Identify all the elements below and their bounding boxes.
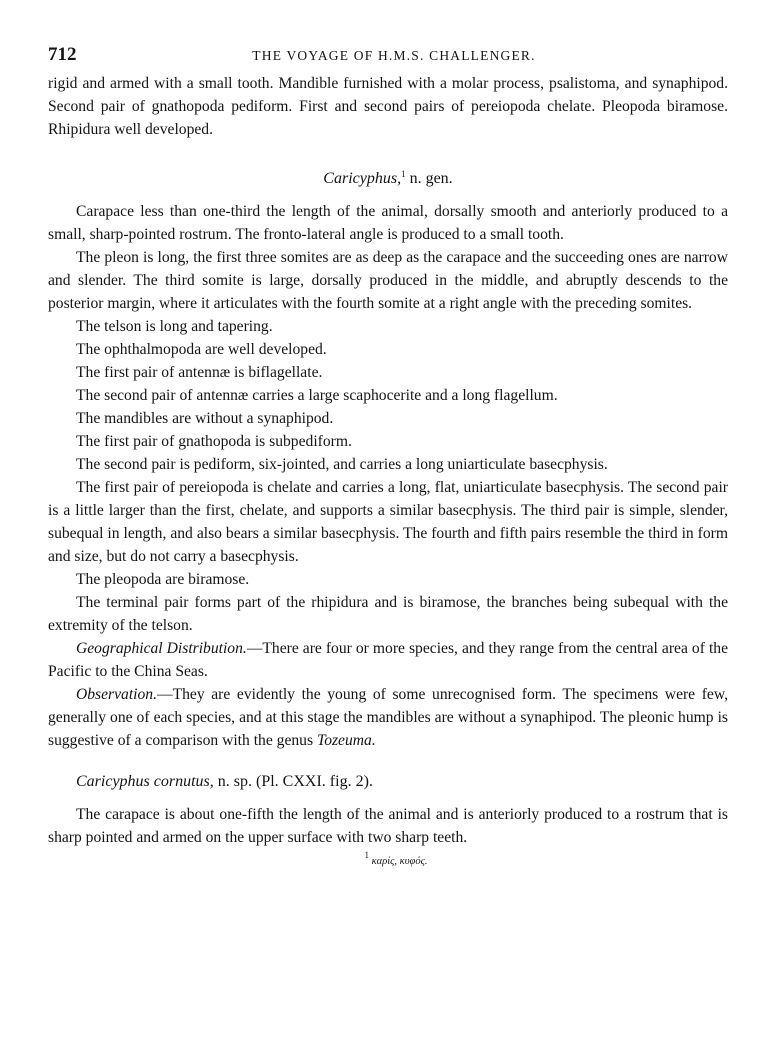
page-header xyxy=(48,40,728,66)
genus-paragraph-telson: The telson is long and tapering. xyxy=(76,318,273,335)
genus-paragraph-pleon: The pleon is long, the first three somites are as deep as the carapace and the succeeding ones are narrow and slender. The third somite is large, dorsally produced in the middle, and abruptly descends to the posterior margin, where it articulates with the fourth somite at a right angle with the preceding somites. xyxy=(48,249,728,312)
footnote xyxy=(48,850,728,869)
observation-genus: Tozeuma. xyxy=(316,732,376,749)
observation-paragraph xyxy=(48,683,728,752)
species-suffix: n. sp. (Pl. CXXI. fig. 2). xyxy=(213,773,373,790)
page-number: 712 xyxy=(48,44,77,65)
footnote-mark: 1 xyxy=(364,850,370,860)
footnote-text: καρίς, κυφός. xyxy=(371,856,428,867)
species-name: Caricyphus cornutus, xyxy=(76,773,214,790)
genus-paragraph-pereiopoda: The first pair of pereiopoda is chelate and carries a long, flat, uniarticulate basecphysis. The second pair is a little larger than the first, chelate, and supports a similar basecphysis. The third pair is simple, slender, subequal in length, and also bears a similar basecphysis. The fourth and fifth pairs resemble the third in form and size, but do not carry a basecphysis. xyxy=(48,479,728,565)
species-heading xyxy=(48,770,728,793)
observation-label: Observation. xyxy=(76,686,157,703)
distribution-text: —There are four or more species, and they range from the central area of the Pacific to the China Seas. xyxy=(48,640,728,680)
genus-paragraph-second-antennae: The second pair of antennæ carries a large scaphocerite and a long flagellum. xyxy=(76,387,558,404)
genus-paragraph-first-antennae: The first pair of antennæ is biflagellate. xyxy=(76,364,323,381)
intro-paragraph: rigid and armed with a small tooth. Mandible furnished with a molar process, psalistoma, and synaphipod. Second pair of gnathopoda pediform. First and second pairs of pereiopoda chelate. Pleopoda biramose. Rhipidura well developed. xyxy=(48,75,728,138)
distribution-paragraph xyxy=(48,637,728,683)
distribution-label: Geographical Distribution. xyxy=(76,640,247,657)
genus-paragraph-terminal-pair: The terminal pair forms part of the rhipidura and is biramose, the branches being subequal with the extremity of the telson. xyxy=(48,594,728,634)
species-paragraph: The carapace is about one-fifth the length of the animal and is anteriorly produced to a rostrum that is sharp pointed and armed on the upper surface with two sharp teeth. xyxy=(48,806,728,846)
genus-paragraph-mandibles: The mandibles are without a synaphipod. xyxy=(76,410,334,427)
genus-heading xyxy=(48,167,728,190)
genus-paragraph-pleopoda: The pleopoda are biramose. xyxy=(76,571,250,588)
genus-paragraph-second-gnathopoda: The second pair is pediform, six-jointed, and carries a long uniarticulate basecphysis. xyxy=(76,456,608,473)
observation-text: —They are evidently the young of some unrecognised form. The specimens were few, generally one of each species, and at this stage the mandibles are without a synaphipod. The pleonic hump is suggestive of a comparison with the genus xyxy=(48,686,728,749)
genus-paragraph-ophthalmopoda: The ophthalmopoda are well developed. xyxy=(76,341,327,358)
document-page xyxy=(48,40,728,869)
genus-name: Caricyphus, xyxy=(323,170,402,187)
genus-paragraph-first-gnathopoda: The first pair of gnathopoda is subpediform. xyxy=(76,433,352,450)
running-title: THE VOYAGE OF H.M.S. CHALLENGER. xyxy=(252,48,536,63)
genus-paragraph-carapace: Carapace less than one-third the length of the animal, dorsally smooth and anteriorly produced to a small, sharp-pointed rostrum. The fronto-lateral angle is produced to a small tooth. xyxy=(48,203,728,243)
footnote-reference: 1 xyxy=(401,169,406,179)
genus-suffix: n. gen. xyxy=(405,170,453,187)
